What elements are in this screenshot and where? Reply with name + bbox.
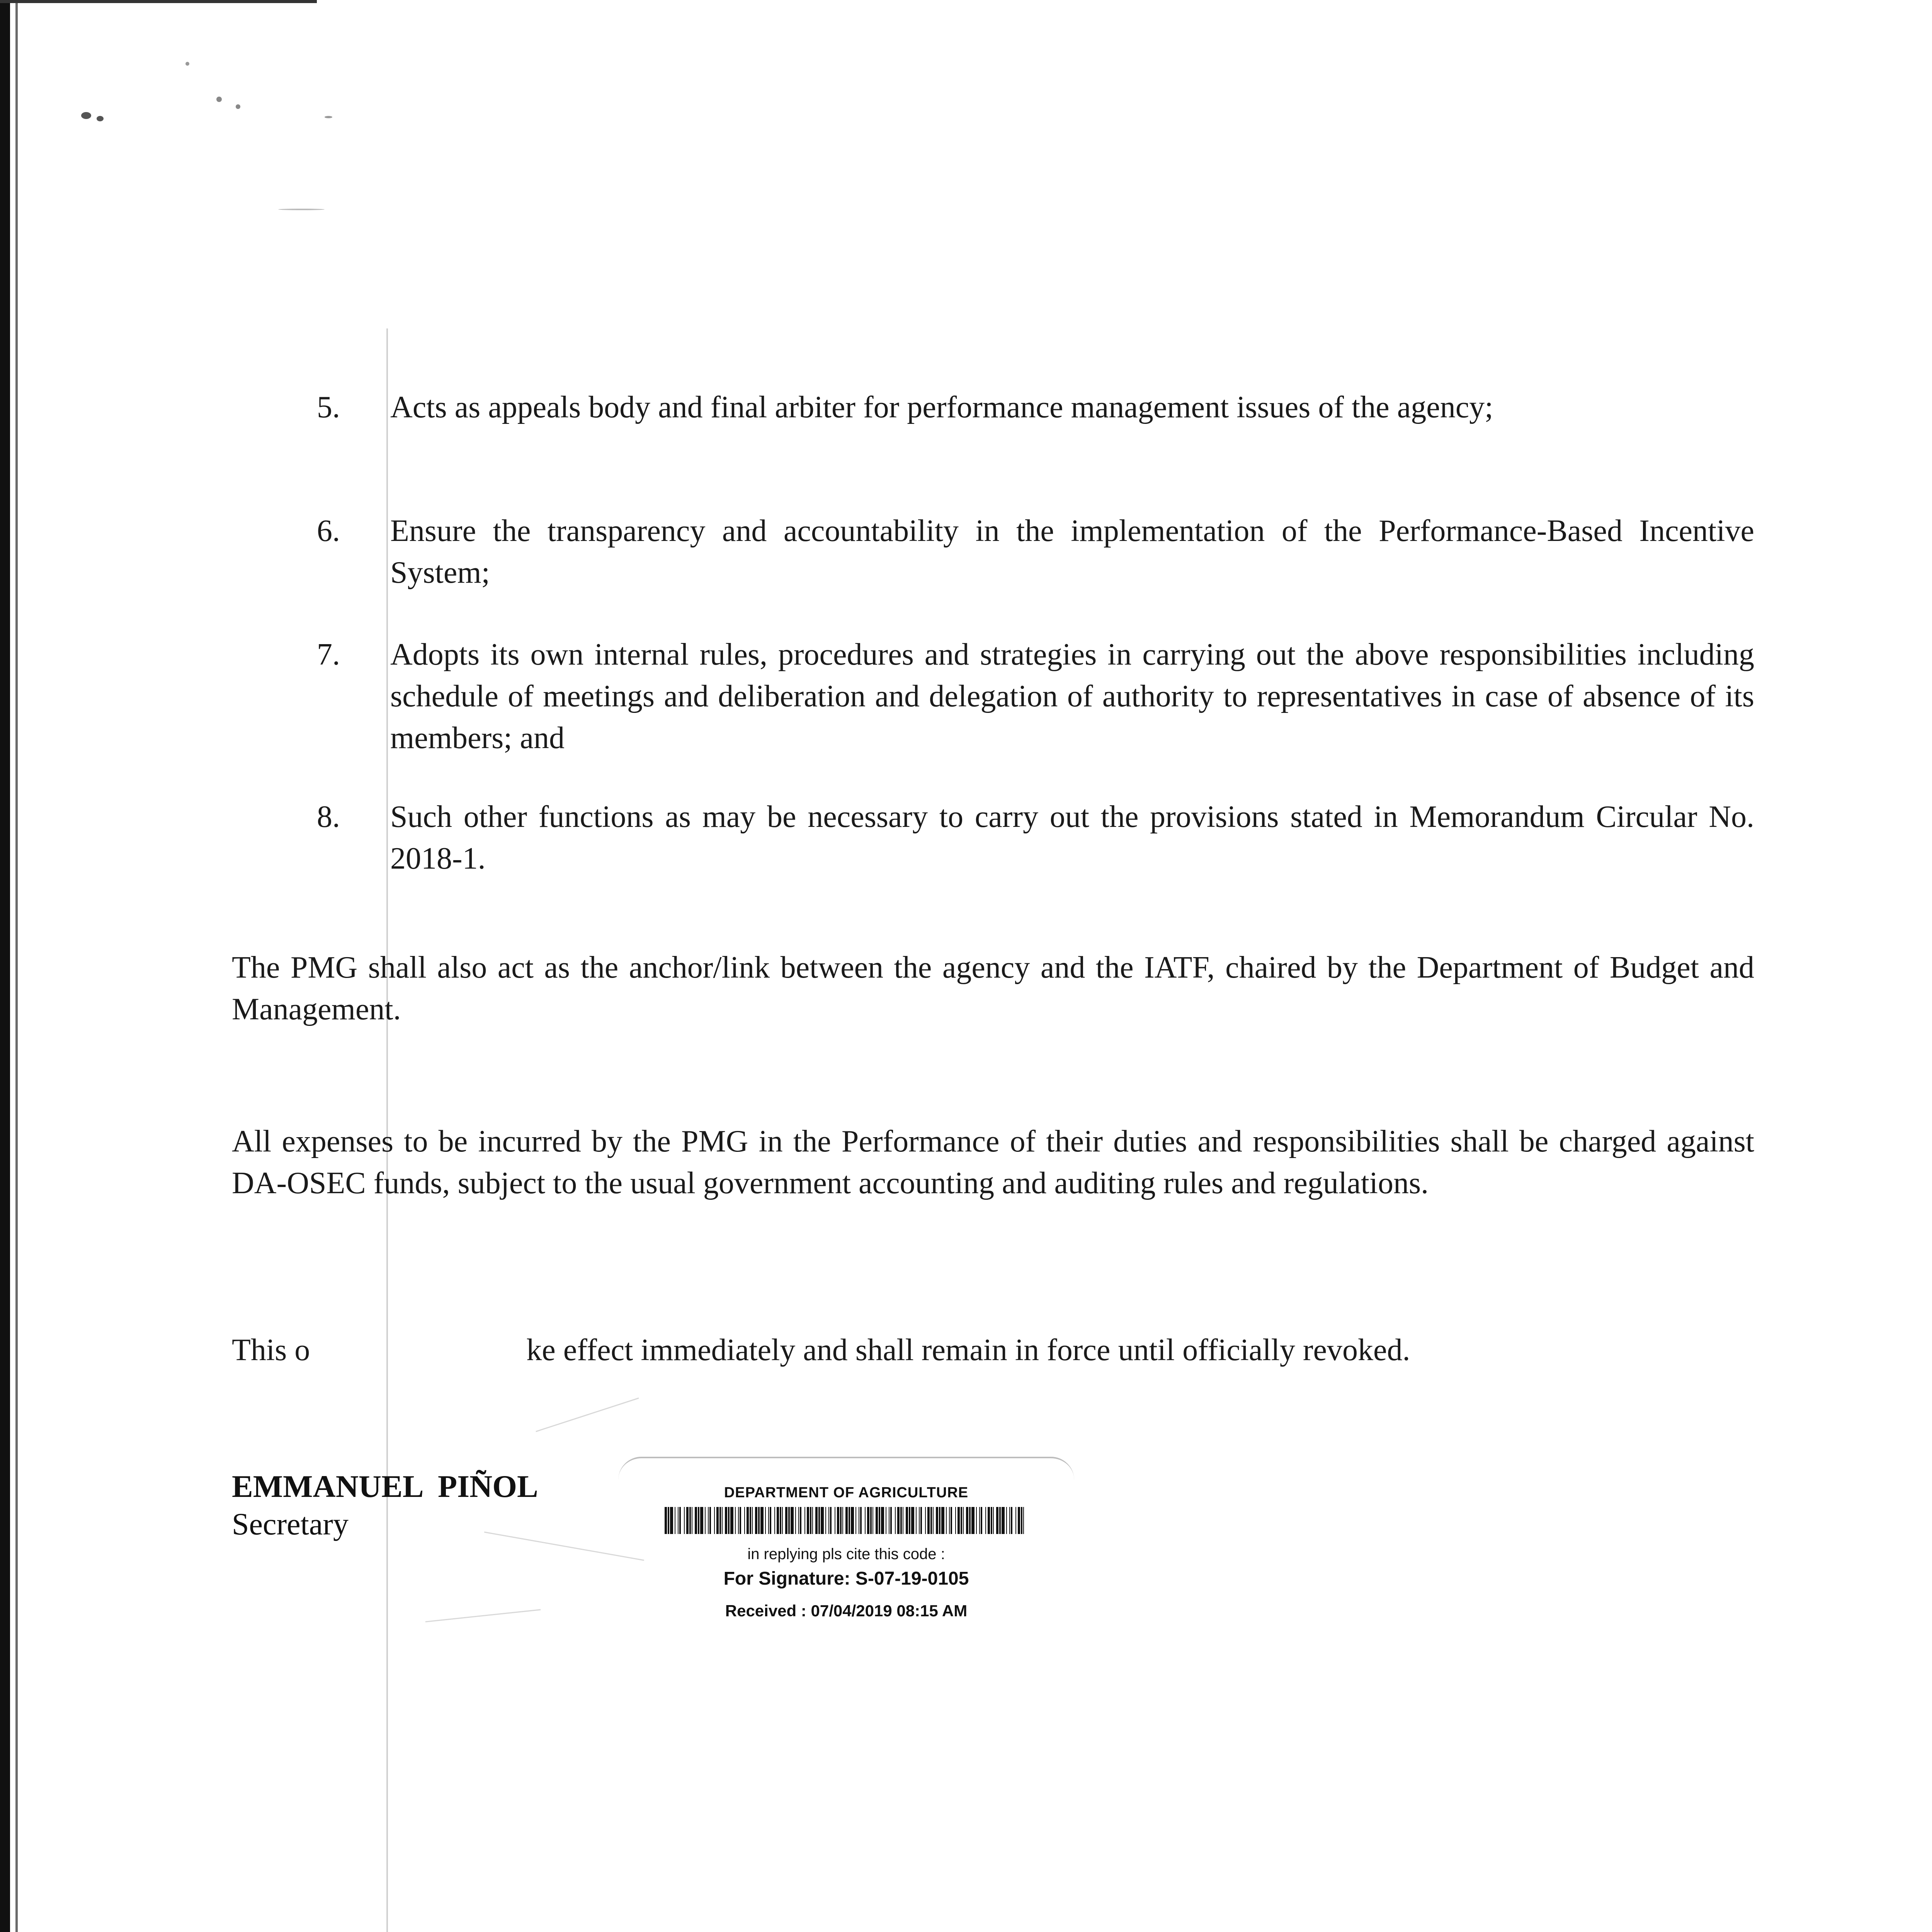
stamp-reply-note: in replying pls cite this code : (747, 1546, 945, 1563)
list-text: Adopts its own internal rules, procedures and strategies in carrying out the above responsibilities including schedule of meetings and deliberation and delegation of authority to representatives in case of absence of its members; and (390, 638, 1754, 755)
faint-stroke (425, 1609, 541, 1622)
signatory-title: Secretary (232, 1507, 349, 1541)
list-number: 7. (317, 638, 340, 672)
scan-edge-inner (15, 0, 18, 1932)
scan-speck (216, 97, 222, 102)
list-number: 5. (317, 390, 340, 424)
list-text: Acts as appeals body and final arbiter for performance management issues of the agency; (390, 390, 1493, 424)
scan-speck (278, 209, 325, 210)
signatory-name: EMMANUEL PIÑOL (232, 1469, 538, 1504)
scan-speck (325, 116, 332, 118)
faint-stroke (536, 1398, 639, 1432)
scan-speck (97, 116, 104, 121)
scan-top-line (0, 0, 317, 3)
scan-speck (81, 112, 91, 119)
barcode-icon (665, 1507, 1028, 1534)
receiving-stamp (618, 1457, 1082, 1642)
scan-edge (0, 0, 10, 1932)
stamp-received: Received : 07/04/2019 08:15 AM (725, 1602, 968, 1620)
scan-speck (185, 62, 189, 66)
list-text: Ensure the transparency and accountability in the implementation of the Performance-Based Incentive System; (390, 514, 1754, 590)
closing-part-2: ke effect immediately and shall remain in force until officially revoked. (526, 1333, 1410, 1367)
closing-line (232, 1329, 1777, 1371)
list-number: 6. (317, 514, 340, 548)
paragraph-pmg-link: The PMG shall also act as the anchor/link between the agency and the IATF, chaired by the Department of Budget and Management. (232, 951, 1754, 1026)
stamp-department: DEPARTMENT OF AGRICULTURE (724, 1485, 969, 1501)
stamp-code: For Signature: S-07-19-0105 (723, 1568, 969, 1589)
scan-speck (236, 104, 240, 109)
list-text: Such other functions as may be necessary to carry out the provisions stated in Memorandum Circular No. 2018-1. (390, 800, 1754, 876)
list-number: 8. (317, 800, 340, 834)
paragraph-expenses: All expenses to be incurred by the PMG in the Performance of their duties and responsibilities shall be charged against DA-OSEC funds, subject to the usual government accounting and auditing rules and regulations. (232, 1124, 1754, 1200)
closing-part-1: This o (232, 1333, 310, 1367)
